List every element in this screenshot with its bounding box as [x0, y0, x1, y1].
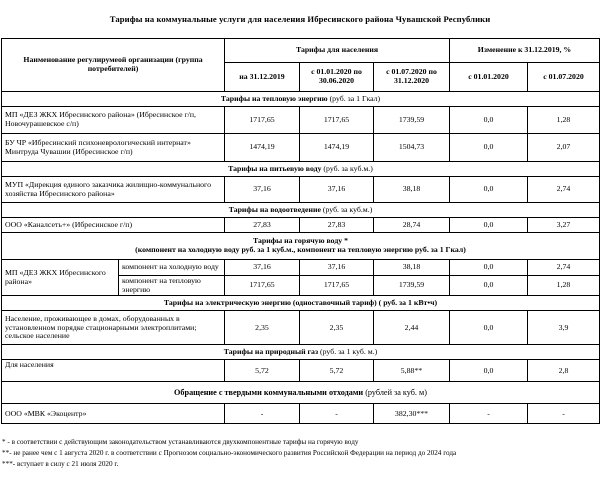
footnote: ***- вступает в силу с 21 июля 2020 г.	[2, 459, 119, 468]
tariff-value: 5,72	[225, 360, 300, 382]
component-label: компонент на холодную воду	[119, 260, 225, 276]
table-row	[2, 218, 600, 233]
tariff-value: 2,35	[300, 311, 374, 345]
tariff-value: 1717,65	[225, 276, 300, 296]
org-name: ООО «Каналсеть+» (Ибресинское г/п)	[2, 218, 225, 233]
table-row	[2, 311, 600, 345]
section-unit: (руб. за 1 куб. м.)	[318, 347, 378, 357]
change-date-header: с 01.01.2020	[450, 63, 528, 92]
change-value: 0,0	[450, 311, 528, 345]
tariff-value: 37,16	[300, 260, 374, 276]
tariff-value: 38,18	[374, 260, 450, 276]
org-name: БУ ЧР «Ибресинский психоневрологический интернат» Минтруда Чувашии (Ибресинское г/п)	[2, 134, 225, 162]
section-title: Тарифы на электрическую энергию (одноставочный тариф)	[163, 298, 377, 308]
date-header: с 01.01.2020 по 30.06.2020	[300, 63, 374, 92]
change-value: 1,28	[528, 107, 600, 134]
change-value: 2,74	[528, 260, 600, 276]
section-heading	[2, 345, 600, 360]
table-row	[2, 404, 600, 424]
change-value: 3,9	[528, 311, 600, 345]
change-value: 2,07	[528, 134, 600, 162]
section-title: Обращение с твердыми коммунальными отходами	[174, 388, 364, 398]
org-name: ООО «МВК «Экоцентр»	[2, 404, 225, 424]
section-title: Тарифы на тепловую энергию	[220, 93, 328, 103]
section-title: Тарифы на горячую воду *	[252, 236, 349, 246]
change-value: 0,0	[450, 276, 528, 296]
date-header: на 31.12.2019	[225, 63, 300, 92]
change-value: 0,0	[450, 260, 528, 276]
change-value: -	[450, 404, 528, 424]
tariff-value: 27,83	[225, 218, 300, 233]
change-value: 0,0	[450, 177, 528, 203]
change-value: 0,0	[450, 218, 528, 233]
consumer-group: Население, проживающее в домах, оборудованных в установленном порядке стационарными электроплитами; сельское население	[2, 311, 225, 345]
table-row	[2, 177, 600, 203]
change-value: 2,74	[528, 177, 600, 203]
tariff-value: 5,88**	[374, 360, 450, 382]
section-heading-row	[2, 345, 600, 360]
tariff-value: 1739,59	[374, 276, 450, 296]
document-title: Тарифы на коммунальные услуги для населения Ибресинского района Чувашской Республики	[109, 14, 491, 24]
footnote: **- не ранее чем с 1 августа 2020 г. в соответствии с Прогнозом социально-экономического развития Российской Федерации на период до 2024 года	[2, 448, 457, 457]
section-title: Тарифы на водоотведение	[228, 204, 321, 214]
tariff-value: 28,74	[374, 218, 450, 233]
table-row	[2, 107, 600, 134]
tariff-value: 27,83	[300, 218, 374, 233]
tariff-value: 1474,19	[225, 134, 300, 162]
tariff-value: 1474,19	[300, 134, 374, 162]
tariff-value: 1717,65	[300, 276, 374, 296]
tariffs-column-header: Тарифы для населения	[225, 39, 450, 63]
section-heading-row	[2, 296, 600, 311]
table-row	[2, 360, 600, 382]
tariff-value: 37,16	[225, 177, 300, 203]
org-name: МУП «Дирекция единого заказчика жилищно-коммунального хозяйства Ибресинского района»	[2, 177, 225, 203]
section-heading	[2, 162, 600, 177]
section-heading	[2, 92, 600, 107]
tariff-value: 5,72	[300, 360, 374, 382]
change-value: 0,0	[450, 134, 528, 162]
tariff-value: 2,35	[225, 311, 300, 345]
header-row	[2, 39, 600, 63]
change-value: 0,0	[450, 360, 528, 382]
section-subtitle: (компонент на холодную воду руб. за 1 куб.м., компонент на тепловую энергию руб. за 1 Гкал)	[135, 245, 466, 254]
change-value: 3,27	[528, 218, 600, 233]
section-heading-row	[2, 92, 600, 107]
change-value: 0,0	[450, 107, 528, 134]
tariff-value: 1739,59	[374, 107, 450, 134]
tariff-value: 2,44	[374, 311, 450, 345]
org-column-header: Наименование регулирумеой организации (группа потребителей)	[2, 39, 225, 92]
tariff-value: 37,16	[300, 177, 374, 203]
tariff-value: -	[225, 404, 300, 424]
org-name: МП «ДЕЗ ЖКХ Ибресинского района» (Ибресинское г/п, Новочурашевское с/п)	[2, 107, 225, 134]
table-row	[2, 260, 600, 276]
section-title: Тарифы на питьевую воду	[228, 163, 322, 173]
section-heading	[2, 203, 600, 218]
section-unit: (руб. за куб.м.)	[322, 204, 373, 214]
consumer-group: Для населения	[2, 360, 225, 382]
section-title: Тарифы на природный газ	[223, 347, 319, 357]
section-heading	[2, 233, 600, 260]
footnotes	[2, 437, 598, 469]
change-value: 1,28	[528, 276, 600, 296]
change-value: 2,8	[528, 360, 600, 382]
tariff-value: 1717,65	[225, 107, 300, 134]
section-unit: ( руб. за 1 кВт•ч)	[376, 298, 438, 308]
tariff-value: 1717,65	[300, 107, 374, 134]
section-unit: (рублей за куб. м)	[363, 388, 427, 398]
tariff-value: -	[300, 404, 374, 424]
change-date-header: с 01.07.2020	[528, 63, 600, 92]
tariff-value: 37,16	[225, 260, 300, 276]
tariff-value: 38,18	[374, 177, 450, 203]
org-name: МП «ДЕЗ ЖКХ Ибресинского района»	[2, 260, 119, 296]
change-value: -	[528, 404, 600, 424]
section-heading-row	[2, 203, 600, 218]
section-heading	[2, 296, 600, 311]
section-heading	[2, 382, 600, 404]
section-unit: (руб. за куб.м.)	[323, 163, 373, 173]
date-header: с 01.07.2020 по 31.12.2020	[374, 63, 450, 92]
footnote: * - в соответствии с действующим законодательством устанавливаются двухкомпонентные тарифы на горячую воду	[2, 438, 359, 446]
tariffs-table	[1, 38, 600, 424]
table-row	[2, 134, 600, 162]
tariff-value: 382,30***	[374, 404, 450, 424]
section-heading-row	[2, 382, 600, 404]
section-heading-row	[2, 233, 600, 260]
section-unit: (руб. за 1 Гкал)	[329, 93, 381, 103]
tariff-value: 1504,73	[374, 134, 450, 162]
change-column-header: Изменение к 31.12.2019, %	[450, 39, 600, 63]
section-heading-row	[2, 162, 600, 177]
component-label: компонент на тепловую энергию	[119, 276, 225, 296]
